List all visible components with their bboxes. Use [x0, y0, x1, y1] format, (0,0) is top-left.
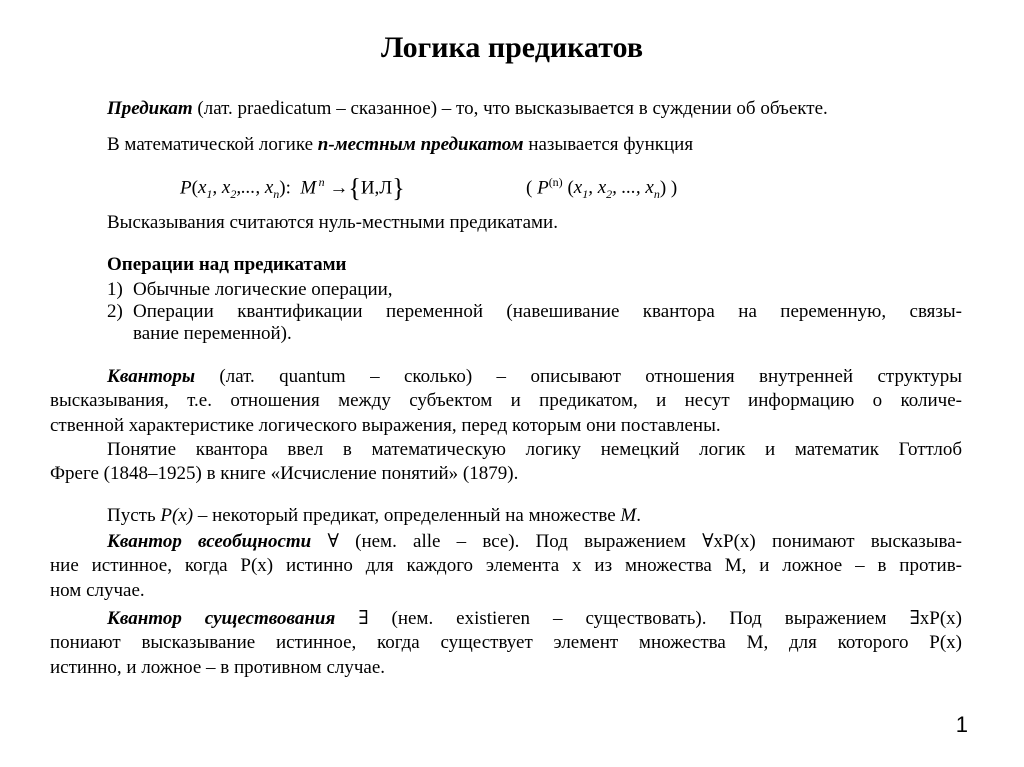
notation-args: $x_1$, $x_2$, ..., $x_n$ [573, 177, 660, 202]
existential-quantifier-paragraph [50, 607, 962, 680]
text-fragment: Пусть [107, 505, 161, 526]
page-title: Логика предикатов [380, 31, 644, 64]
formula-p: P [180, 177, 192, 199]
list-item-text [133, 301, 962, 345]
predicate-definition-text: (лат. praedicatum – сказанное) – то, что высказывается в суждении об объекте. [192, 98, 828, 119]
formula-m-exp: n [318, 175, 325, 189]
text-fragment: (нем. existieren – существовать). Под выражением ∃xP(x) [368, 608, 962, 629]
list-item [107, 279, 962, 301]
existential-term: Квантор существования [107, 608, 336, 629]
text-line [50, 365, 962, 389]
list-item-line: вание переменной). [133, 323, 292, 344]
text-fragment: (лат. quantum – сколько) – описывают отношения внутренней структуры [195, 366, 962, 387]
quantifiers-term: Кванторы [107, 366, 196, 387]
text-line: ном случае. [50, 579, 145, 601]
notation-p: P [537, 177, 549, 199]
list-item-number: 2) [107, 301, 123, 322]
operations-list [107, 279, 962, 345]
list-item-line: Операции квантификации переменной (навешивание квантора на переменную, связы- [133, 301, 962, 322]
predicate-formula: $P(x_1$, $x_2$,..., $x_n$): M $^n$ →{И,Л} [180, 173, 405, 203]
let-statement [107, 505, 641, 527]
zero-ary-note: Высказывания считаются нуль-местными предикатами. [107, 212, 558, 233]
list-item [107, 301, 962, 345]
operations-heading: Операции над предикатами [107, 254, 347, 275]
text-fragment: . [636, 505, 641, 526]
formula-args: $x_1$, $x_2$,..., $x_n$ [197, 177, 280, 202]
quantifiers-paragraph [50, 365, 962, 486]
page-number: 1 [955, 712, 968, 737]
text-line: высказывания, т.е. отношения между субъектом и предикатом, и несут информацию о количе- [50, 390, 962, 412]
list-item-number: 1) [107, 279, 123, 300]
formula-m: M [300, 177, 317, 199]
text-line: ственной характеристике логического выражения, перед которым они поставлены. [50, 414, 721, 436]
text-fragment: – некоторый предикат, определенный на множестве [193, 505, 621, 526]
list-item-text: Обычные логические операции, [133, 279, 393, 300]
text-fragment: (нем. alle – все). Под выражением ∀xP(x) понимают высказыва- [338, 531, 963, 552]
n-ary-predicate-term: n-местным предикатом [317, 134, 524, 155]
text-line: пониают высказывание истинное, когда существует элемент множества M, для которого P(x) [50, 632, 962, 654]
text-line: истинно, и ложное – в противном случае. [50, 656, 386, 678]
set-m: M [620, 505, 637, 526]
predicate-notation: ( $P^{(n)}$ ($x_1$, $x_2$, ..., $x_n$) ) [526, 175, 678, 202]
predicate-definition [107, 98, 828, 120]
text-line: Фреге (1848–1925) в книге «Исчисление понятий» (1879). [50, 463, 519, 485]
exists-symbol: ∃ [358, 608, 369, 629]
notation-exp: (n) [548, 175, 563, 189]
predicate-term: Предикат [107, 98, 193, 119]
intro-text: В математической логике [107, 134, 318, 155]
text-line: Понятие квантора ввел в математическую логику немецкий логик и математик Готтлоб [107, 438, 962, 460]
formula-arrow: → [329, 177, 349, 199]
text-line [50, 607, 962, 631]
n-ary-predicate-intro [107, 134, 693, 156]
text-line [50, 530, 962, 554]
formula-set: И,Л [360, 177, 393, 199]
text-line: ние истинное, когда P(x) истинно для каждого элемента x из множества M, и ложное – в против- [50, 555, 962, 577]
universal-term: Квантор всеобщности [107, 531, 312, 552]
predicate-px: P(x) [160, 505, 194, 526]
forall-symbol: ∀ [327, 531, 339, 552]
intro-text-end: называется функция [523, 134, 694, 155]
universal-quantifier-paragraph [50, 530, 962, 603]
